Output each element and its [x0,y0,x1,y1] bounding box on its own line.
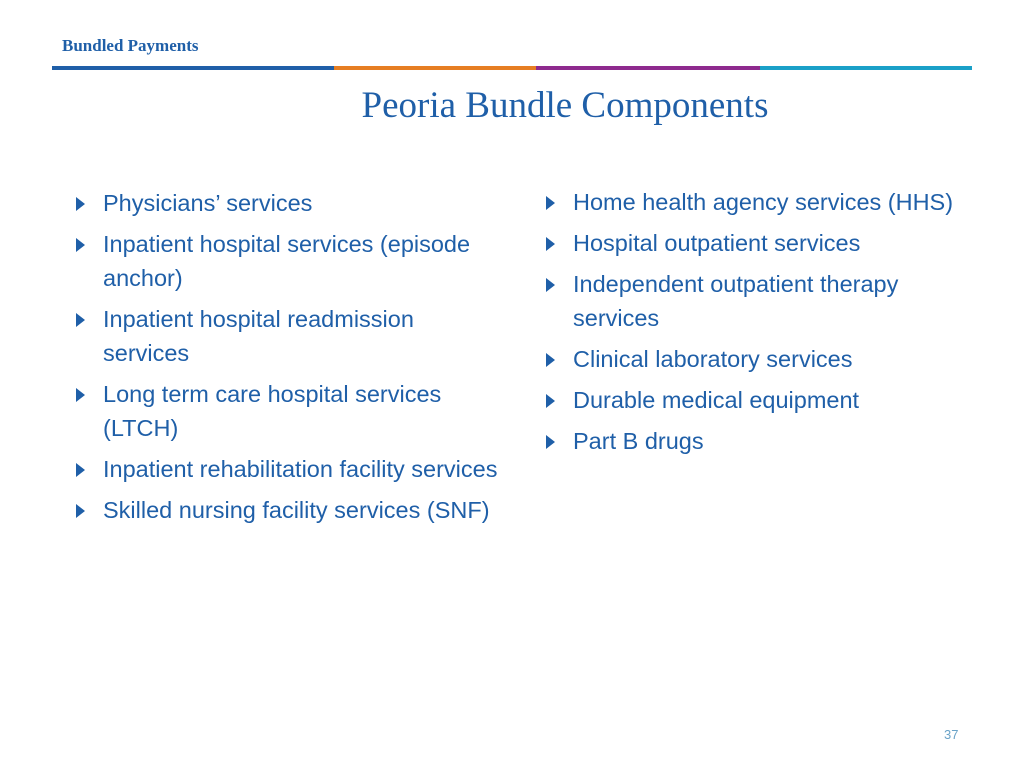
triangle-right-icon [76,504,85,518]
slide-title: Peoria Bundle Components [361,85,769,126]
list-item [76,227,506,295]
list-item-text: Skilled nursing facility services (SNF) [103,497,490,523]
triangle-right-icon [76,463,85,477]
list-item-text: Independent outpatient therapy services [573,271,899,331]
list-item [546,267,976,335]
list-item-text: Clinical laboratory services [573,346,853,372]
list-item [546,383,976,417]
left-bullet-list [76,186,506,534]
triangle-right-icon [546,353,555,367]
list-item [546,424,976,458]
list-item [76,302,506,370]
list-item [546,342,976,376]
header-rule-teal [760,66,972,70]
triangle-right-icon [546,196,555,210]
list-item [76,186,506,220]
triangle-right-icon [76,388,85,402]
page-number: 37 [944,727,959,742]
triangle-right-icon [546,278,555,292]
list-item-text: Part B drugs [573,428,704,454]
list-item [76,377,506,445]
header-rule-purple [536,66,760,70]
list-item-text: Inpatient rehabilitation facility services [103,456,498,482]
list-item [546,226,976,260]
triangle-right-icon [76,238,85,252]
list-item-text: Physicians’ services [103,190,313,216]
section-header: Bundled Payments [62,36,199,55]
right-bullet-list [546,185,976,465]
header-rule-orange [334,66,536,70]
header-rule-blue [52,66,334,70]
list-item [76,452,506,486]
triangle-right-icon [546,435,555,449]
triangle-right-icon [76,197,85,211]
list-item-text: Home health agency services (HHS) [573,189,954,215]
list-item-text: Inpatient hospital readmission services [103,306,414,366]
list-item-text: Hospital outpatient services [573,230,861,256]
list-item-text: Long term care hospital services (LTCH) [103,381,442,441]
list-item-text: Inpatient hospital services (episode anchor) [103,231,471,291]
triangle-right-icon [546,237,555,251]
list-item [76,493,506,527]
triangle-right-icon [76,313,85,327]
list-item-text: Durable medical equipment [573,387,860,413]
list-item [546,185,976,219]
triangle-right-icon [546,394,555,408]
